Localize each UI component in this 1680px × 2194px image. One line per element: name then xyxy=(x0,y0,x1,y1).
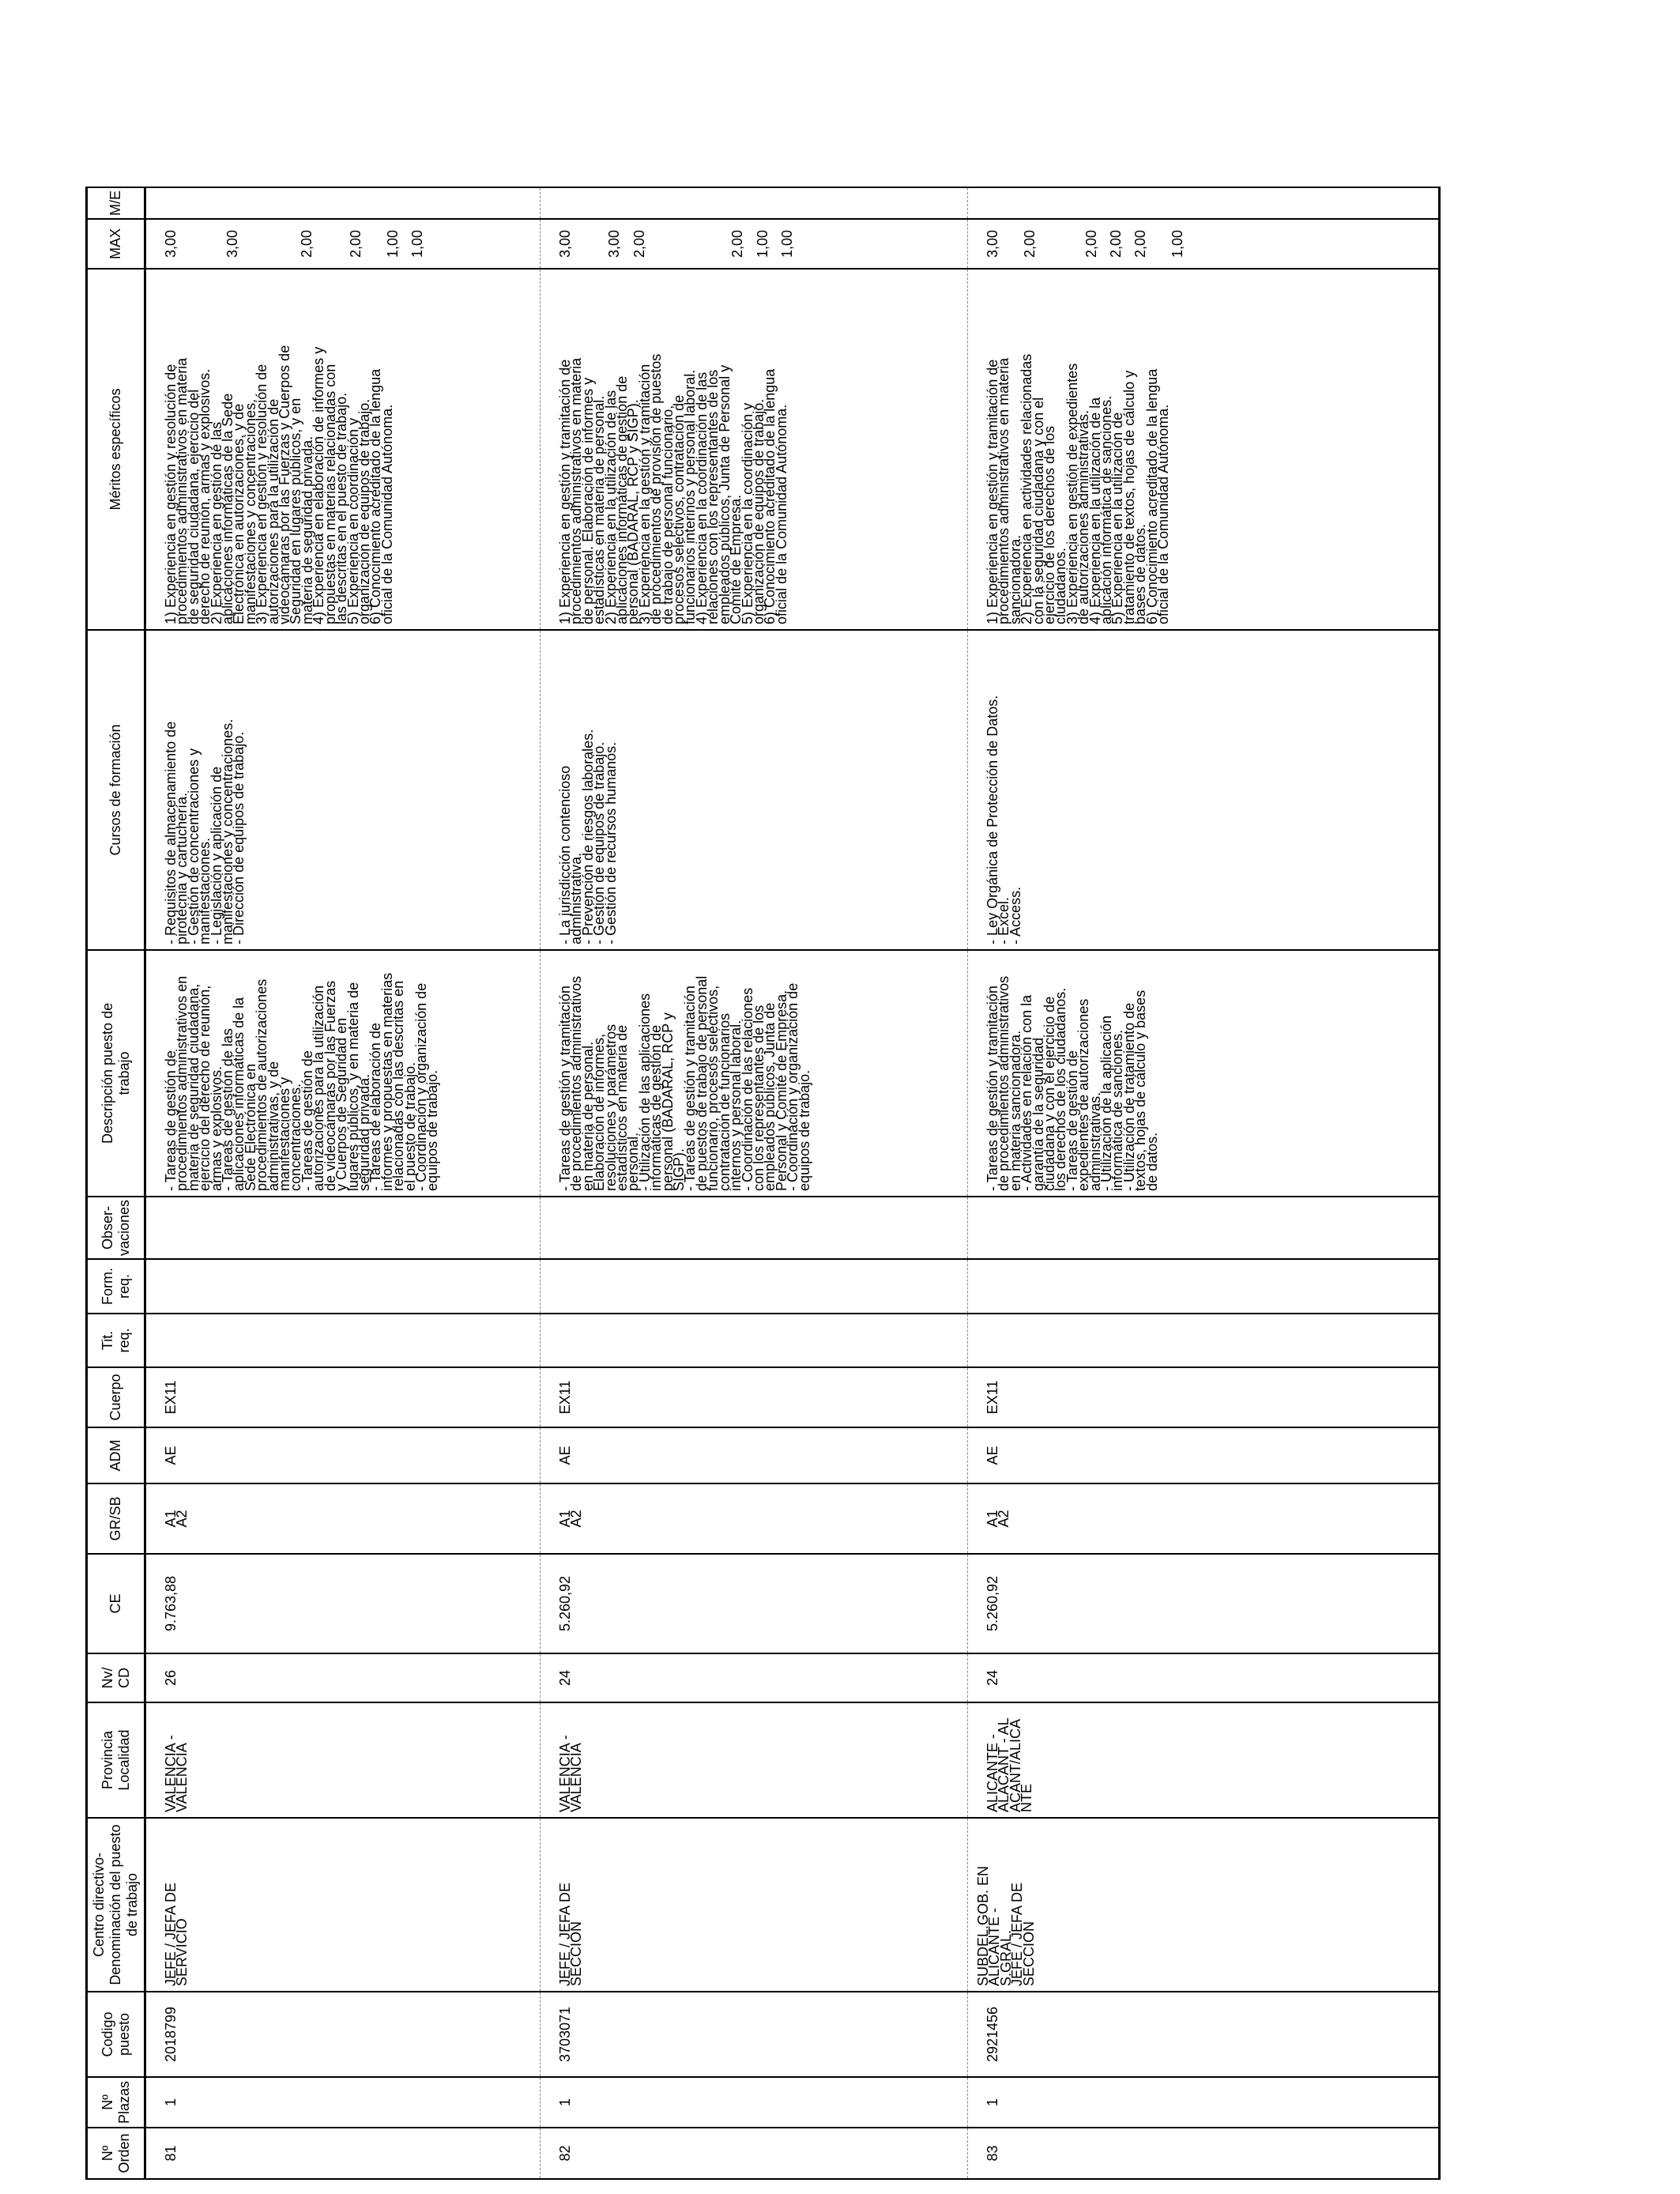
header-cuerpo: Cuerpo xyxy=(87,1367,145,1427)
header-codigo: Codigo puesto xyxy=(87,1992,145,2077)
cell-centro-group: SUBDEL.GOB. EN ALICANTE - S.GRAL. xyxy=(975,1865,1014,1986)
cell-obs xyxy=(145,1197,541,1259)
cell-provincia: ALICANTE - ALACANT - AL ACANT/ALICA NTE xyxy=(968,1702,1440,1818)
cell-cuerpo: EX11 xyxy=(541,1367,968,1427)
cell-cuerpo: EX11 xyxy=(968,1367,1440,1427)
cell-descripcion: - Tareas de gestión de procedimientos administrativos en materia de seguridad ciudadana, ejercicio del derecho de reunión, armas y explosivos. - Tareas de gestión de las aplicaciones informáticas de la Sede Electrónica en procedimientos de autorizaciones administrativas, y de manifestaciones y concentraciones. - Tareas de gestión de autorizaciones para la utilización de videocámaras por las Fuerzas y Cuerpos de Seguridad en lugares públicos, y en materia de seguridad privada. - Tareas de elaboración de informes y propuestas en materias relacionadas con las descritas en el puesto de trabajo. - Coordinación y organización de equipos de trabajo. xyxy=(145,950,541,1197)
header-row xyxy=(87,187,145,2179)
cell-tit xyxy=(968,1314,1440,1367)
cell-cursos: - La jurisdicción contencioso administrativa. - Prevención de riesgos laborales. - Gestión de equipos de trabajo. - Gestión de recursos humanos. xyxy=(541,630,968,950)
header-obs: Obser- vaciones xyxy=(87,1197,145,1259)
header-me: M/E xyxy=(87,187,145,219)
table-row xyxy=(968,187,1440,2179)
cell-tit xyxy=(541,1314,968,1367)
cell-ce: 5.260,92 xyxy=(968,1554,1440,1653)
cell-cursos: - Ley Orgánica de Protección de Datos. - Excel. - Access. xyxy=(968,630,1440,950)
cell-codigo: 2921456 xyxy=(968,1992,1440,2077)
header-provincia: Provincia Localidad xyxy=(87,1702,145,1818)
cell-ce: 5.260,92 xyxy=(541,1554,968,1653)
cell-max: 3,00 3,00 2,00 2,00 1,00 1,00 xyxy=(145,219,541,269)
cell-grsb: A1 A2 xyxy=(968,1483,1440,1554)
cell-codigo: 2018799 xyxy=(145,1992,541,2077)
header-descripcion: Descripción puesto de trabajo xyxy=(87,950,145,1197)
cell-ce: 9.763,88 xyxy=(145,1554,541,1653)
cell-orden: 83 xyxy=(968,2128,1440,2179)
cell-max: 3,00 2,00 2,00 2,00 2,00 1,00 xyxy=(968,219,1440,269)
header-nivel: Nv/ CD xyxy=(87,1653,145,1702)
header-form: Form. req. xyxy=(87,1259,145,1314)
cell-me xyxy=(145,187,541,219)
cell-descripcion: - Tareas de gestión y tramitación de procedimientos administrativos en materia de personal. Elaboración de informes, resoluciones y parámetros estadísticos en materia de personal. - Utilización de las aplicaciones informáticas de gestión de personal (BADARAL, RCP y SIGP). - Tareas de gestión y tramitación de puestos de trabajo de personal funcionario, procesos selectivos, contratación de funcionarios internos y personal laboral. - Coordinación de las relaciones con los representantes de los empleados públicos, Junta de Personal y Comité de Empresa. - Coordinación y organización de equipos de trabajo. xyxy=(541,950,968,1197)
cell-denominacion xyxy=(968,1818,1440,1992)
cell-meritos: 1) Experiencia en gestión y tramitación de procedimientos administrativos en materia de personal. Elaboración de informes y estadísticas en materia de personal. 2) Experiencia en la utilización de las aplicaciones informáticas de gestión de personal (BADARAL, RCP y SIGP). 3) Experiencia en la gestión y tramitación de procedimientos de provisión de puestos de trabajo de personal funcionario, procesos selectivos, contratación de funcionarios interinos y personal laboral. 4) Experiencia en la coordinación de las relaciones con los representantes de los empleados públicos, Junta de Personal y Comité de Empresa. 5) Experiencia en la coordinación y organización de equipos de trabajo. 6) Conocimiento acreditado de la lengua oficial de la Comunidad Autónoma. xyxy=(541,269,968,630)
cell-max: 3,00 3,00 2,00 2,00 1,00 1,00 xyxy=(541,219,968,269)
cell-cuerpo: EX11 xyxy=(145,1367,541,1427)
cell-nivel: 24 xyxy=(541,1653,968,1702)
cell-adm: AE xyxy=(968,1427,1440,1483)
cell-me xyxy=(968,187,1440,219)
cell-denominacion-text: JEFE / JEFA DE SECCION xyxy=(1009,1882,1037,1986)
header-meritos: Méritos específicos xyxy=(87,269,145,630)
cell-nivel: 26 xyxy=(145,1653,541,1702)
header-centro: Centro directivo- Denominación del puesto de trabajo xyxy=(87,1818,145,1992)
cell-codigo: 3703071 xyxy=(541,1992,968,2077)
cell-denominacion xyxy=(541,1818,968,1992)
cell-plazas: 1 xyxy=(541,2077,968,2128)
cell-form xyxy=(541,1259,968,1314)
cell-orden: 82 xyxy=(541,2128,968,2179)
header-grsb: GR/SB xyxy=(87,1483,145,1554)
cell-obs xyxy=(968,1197,1440,1259)
cell-grsb: A1 A2 xyxy=(145,1483,541,1554)
cell-provincia: VALENCIA - VALENCIA xyxy=(145,1702,541,1818)
header-max: MAX xyxy=(87,219,145,269)
rpt-table xyxy=(85,187,1441,2180)
cell-nivel: 24 xyxy=(968,1653,1440,1702)
cell-tit xyxy=(145,1314,541,1367)
cell-descripcion: - Tareas de gestión y tramitación de procedimientos administrativos en materia sancionadora. - Actividades en relación con la garantía de la seguridad ciudadana y con el ejercicio de los derechos de los ciudadanos. - Tareas de gestión de expedientes de autorizaciones administrativas. - Utilización de la aplicación informática de sanciones. - Utilización de tratamiento de textos, hojas de cálculo y bases de datos. xyxy=(968,950,1440,1197)
cell-obs xyxy=(541,1197,968,1259)
header-adm: ADM xyxy=(87,1427,145,1483)
header-orden: Nº Orden xyxy=(87,2128,145,2179)
cell-meritos: 1) Experiencia en gestión y resolución de procedimientos administrativos en materia de seguridad ciudadana, ejercicio del derecho de reunión, armas y explosivos. 2) Experiencia en gestión de las aplicaciones informáticas de la Sede Electrónica en autorizaciones, y de manifestaciones y concentraciones. 3) Experiencia en gestión y resolución de autorizaciones para la utilización de videocámaras por las Fuerzas y Cuerpos de Seguridad en lugares públicos, y en materia de seguridad privada. 4) Experiencia en elaboración de informes y propuestas en materias relacionadas con las descritas en el puesto de trabajo. 5) Experiencia en coordinación y organización de equipos de trabajo. 6) Conocimiento acreditado de la lengua oficial de la Comunidad Autónoma. xyxy=(145,269,541,630)
cell-provincia: VALENCIA - VALENCIA xyxy=(541,1702,968,1818)
cell-form xyxy=(145,1259,541,1314)
header-ce: CE xyxy=(87,1554,145,1653)
table-row xyxy=(541,187,968,2179)
cell-adm: AE xyxy=(145,1427,541,1483)
header-cursos: Cursos de formación xyxy=(87,630,145,950)
cell-denominacion-text: JEFE / JEFA DE SERVICIO xyxy=(163,1882,190,1986)
cell-plazas: 1 xyxy=(145,2077,541,2128)
cell-meritos: 1) Experiencia en gestión y tramitación de procedimientos administrativos en materia sancionadora. 2) Experiencia en actividades relacionadas con la seguridad ciudadana y con el ejercicio de los derechos de los ciudadanos. 3) Experiencia en gestión de expedientes de autorizaciones administrativas. 4) Experiencia en la utilización de la aplicación informática de sanciones. 5) Experiencia en la utilización de tratamiento de textos, hojas de cálculo y bases de datos. 6) Conocimiento acreditado de la lengua oficial de la Comunidad Autónoma. xyxy=(968,269,1440,630)
header-tit: Tit. req. xyxy=(87,1314,145,1367)
cell-denominacion xyxy=(145,1818,541,1992)
cell-denominacion-text: JEFE / JEFA DE SECCION xyxy=(557,1882,585,1986)
cell-adm: AE xyxy=(541,1427,968,1483)
cell-grsb: A1 A2 xyxy=(541,1483,968,1554)
cell-me xyxy=(541,187,968,219)
table-row xyxy=(145,187,541,2179)
cell-plazas: 1 xyxy=(968,2077,1440,2128)
cell-form xyxy=(968,1259,1440,1314)
cell-cursos: - Requisitos de almacenamiento de pirotecnia y cartuchería. - Gestión de concentraciones y manifestaciones. - Legislación y aplicación de manifestaciones y concentraciones. - Dirección de equipos de trabajo. xyxy=(145,630,541,950)
cell-orden: 81 xyxy=(145,2128,541,2179)
header-plazas: Nº Plazas xyxy=(87,2077,145,2128)
